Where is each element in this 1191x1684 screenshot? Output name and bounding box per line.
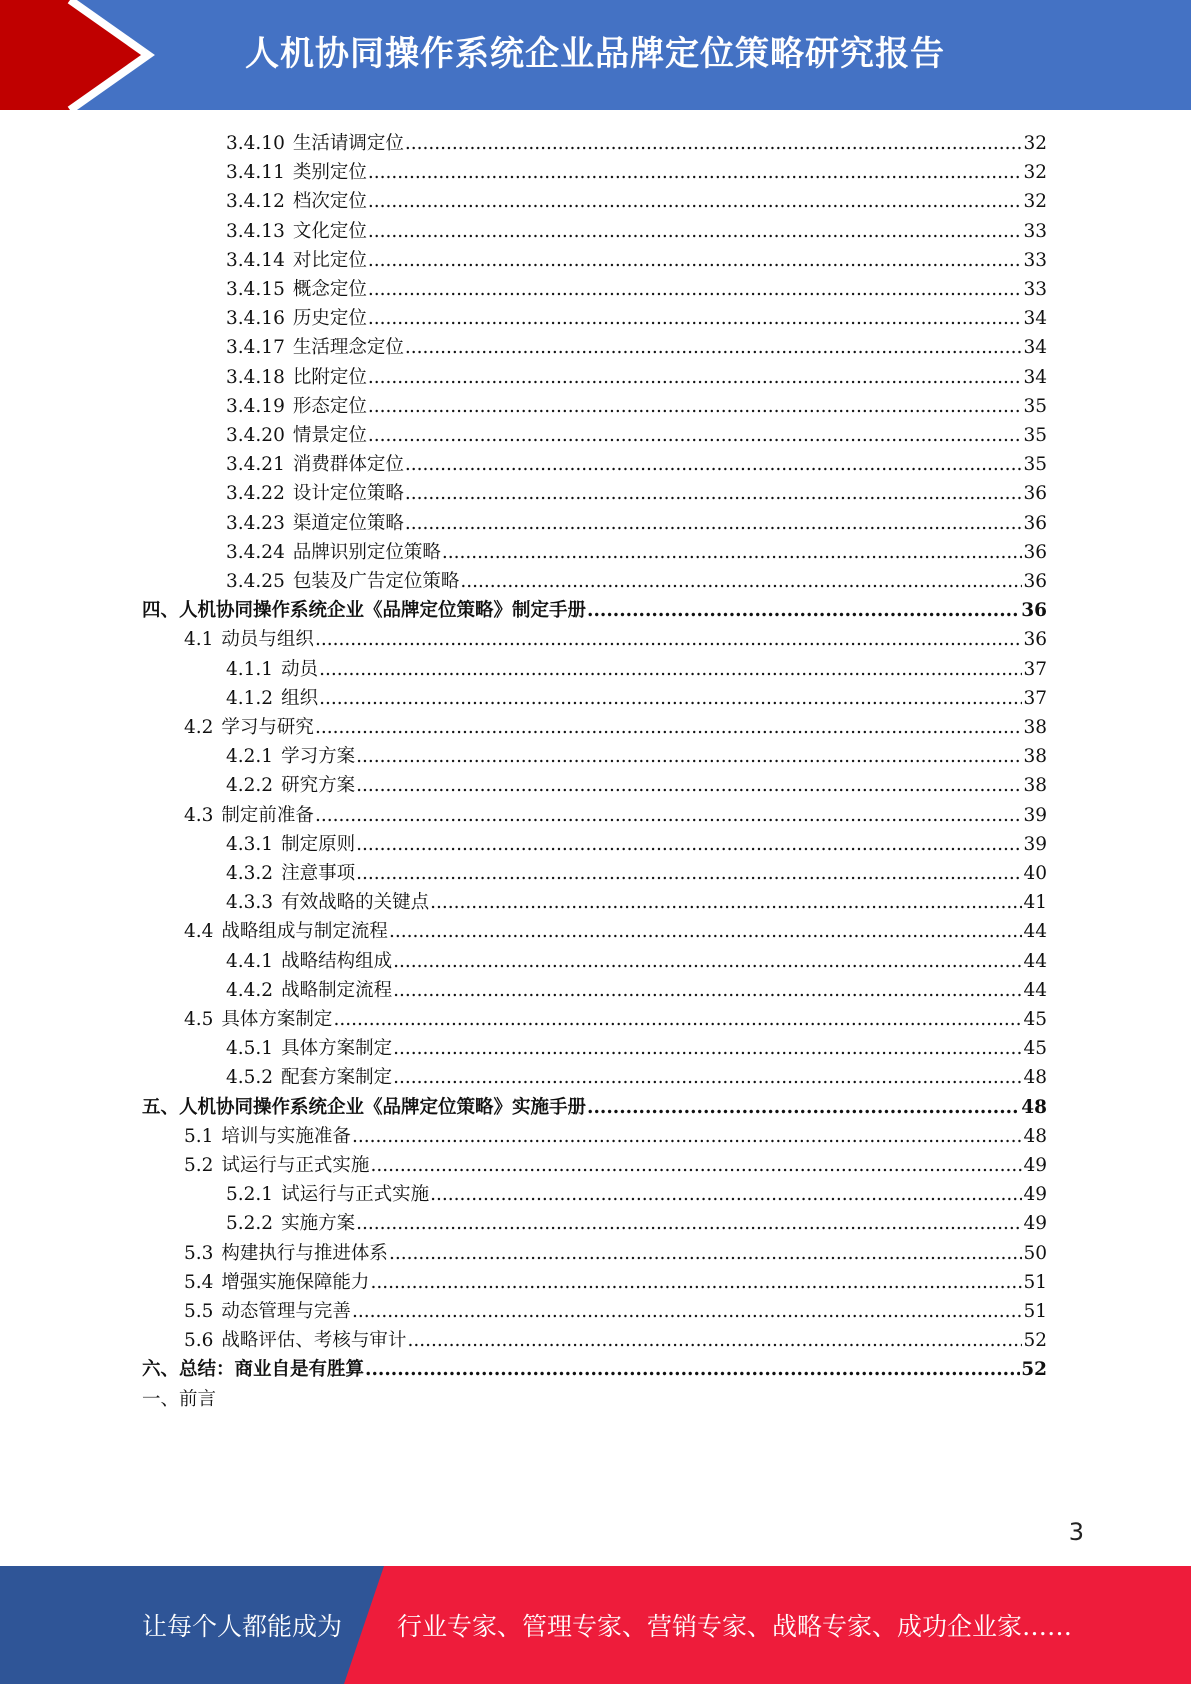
toc-entry-title: 对比定位 [292, 249, 367, 271]
toc-entry-number: 3.4.13 [226, 220, 285, 242]
toc-entry-page: 51 [1023, 1271, 1047, 1293]
toc-entry-page: 37 [1023, 658, 1047, 680]
toc-entry-title: 战略结构组成 [281, 950, 393, 972]
toc-entry[interactable] [226, 332, 1047, 363]
toc-entry-title: 比附定位 [292, 366, 367, 388]
toc-entry[interactable] [184, 1004, 1047, 1035]
toc-entry-number: 4.3.2 [226, 863, 274, 884]
toc-entry[interactable] [184, 1267, 1047, 1298]
toc-entry-title: 战略制定流程 [281, 979, 393, 1001]
toc-entry[interactable] [226, 537, 1047, 568]
toc-entry-page: 44 [1023, 979, 1047, 1001]
toc-entry-page: 45 [1023, 1009, 1047, 1030]
toc-entry[interactable] [226, 858, 1047, 889]
toc-entry[interactable] [226, 683, 1047, 714]
toc-entry-title: 制定原则 [281, 833, 356, 855]
toc-entry[interactable] [226, 216, 1047, 247]
toc-entry-page: 32 [1023, 191, 1047, 213]
toc-dot-leader [365, 1354, 1020, 1385]
toc-entry-title: 学习方案 [281, 746, 356, 768]
toc-entry[interactable] [226, 770, 1047, 801]
toc-entry-page: 49 [1023, 1155, 1047, 1176]
toc-entry-page: 36 [1021, 600, 1047, 622]
toc-entry-title: 试运行与正式实施 [221, 1155, 370, 1176]
toc-dot-leader [352, 1296, 1023, 1327]
toc-entry-title: 具体方案制定 [281, 1038, 393, 1060]
toc-entry-page: 33 [1023, 220, 1047, 242]
toc-entry-page: 44 [1023, 921, 1047, 943]
toc-entry[interactable] [184, 624, 1047, 655]
toc-entry-title: 动态管理与完善 [221, 1301, 351, 1322]
toc-entry[interactable] [184, 712, 1047, 743]
toc-entry-number: 4.4.2 [226, 979, 274, 1001]
toc-entry-title: 档次定位 [292, 191, 367, 213]
toc-entry-title: 四、人机协同操作系统企业《品牌定位策略》制定手册 [142, 600, 587, 622]
toc-entry-number: 5.1 [184, 1125, 214, 1147]
toc-entry-title: 包装及广告定位策略 [292, 571, 460, 592]
toc-entry-number: 5.2 [184, 1155, 214, 1176]
toc-dot-leader [333, 1004, 1022, 1035]
toc-dot-leader [405, 449, 1023, 480]
toc-entry[interactable] [184, 1238, 1047, 1269]
toc-entry-title: 构建执行与推进体系 [221, 1242, 388, 1264]
toc-entry-number: 3.4.18 [226, 366, 285, 388]
toc-entry[interactable] [226, 449, 1047, 480]
toc-entry[interactable] [184, 1296, 1047, 1327]
toc-entry-page: 52 [1021, 1359, 1047, 1381]
toc-entry-page: 39 [1023, 833, 1047, 855]
toc-entry-page: 36 [1023, 629, 1047, 651]
toc-dot-leader [368, 420, 1023, 451]
toc-entry-title: 组织 [281, 687, 319, 709]
toc-entry-number: 4.2.1 [226, 746, 274, 768]
toc-dot-leader [368, 157, 1023, 188]
toc-entry-title: 情景定位 [292, 425, 367, 446]
toc-entry-title: 消费群体定位 [292, 454, 404, 476]
toc-entry-title: 配套方案制定 [281, 1067, 393, 1089]
toc-dot-leader [370, 1150, 1022, 1181]
toc-entry[interactable] [226, 1179, 1047, 1210]
toc-entry-title: 研究方案 [281, 775, 356, 797]
toc-entry-number: 3.4.21 [226, 454, 285, 476]
toc-dot-leader [356, 770, 1022, 801]
toc-entry-page: 35 [1023, 454, 1047, 476]
toc-entry-title: 六、总结：商业自是有胜算 [142, 1359, 365, 1381]
toc-entry-title: 动员 [281, 658, 319, 680]
toc-entry-title: 有效战略的关键点 [281, 892, 430, 914]
section-heading-preface: 一、前言 [142, 1388, 217, 1410]
toc-entry-number: 5.4 [184, 1271, 214, 1293]
toc-dot-leader [393, 975, 1022, 1006]
toc-entry-title: 类别定位 [292, 162, 367, 184]
toc-entry-number: 3.4.14 [226, 249, 285, 271]
toc-entry-page: 36 [1023, 483, 1047, 505]
toc-entry-page: 41 [1023, 892, 1047, 914]
toc-entry-title: 试运行与正式实施 [281, 1184, 430, 1206]
toc-entry-page: 48 [1023, 1067, 1047, 1089]
document-title: 人机协同操作系统企业品牌定位策略研究报告 [245, 34, 945, 74]
footer-banner [0, 1566, 1191, 1684]
toc-entry[interactable] [226, 946, 1047, 977]
toc-entry[interactable] [142, 1354, 1047, 1385]
toc-entry[interactable] [226, 887, 1047, 918]
toc-dot-leader [389, 916, 1023, 947]
toc-entry-number: 3.4.20 [226, 425, 285, 446]
toc-entry[interactable] [226, 478, 1047, 509]
toc-entry-page: 44 [1023, 950, 1047, 972]
toc-entry-number: 3.4.24 [226, 541, 285, 563]
toc-entry-title: 战略评估、考核与审计 [221, 1330, 407, 1352]
toc-entry[interactable] [226, 508, 1047, 539]
toc-dot-leader [368, 391, 1023, 422]
toc-dot-leader [393, 1033, 1022, 1064]
toc-dot-leader [405, 128, 1023, 159]
toc-entry-page: 32 [1023, 133, 1047, 154]
toc-entry-page: 33 [1023, 279, 1047, 300]
toc-dot-leader [352, 1121, 1023, 1152]
toc-entry-number: 3.4.12 [226, 191, 285, 213]
toc-entry[interactable] [226, 654, 1047, 685]
toc-dot-leader [368, 245, 1023, 276]
toc-entry-page: 37 [1023, 687, 1047, 709]
toc-entry-number: 5.3 [184, 1242, 214, 1264]
toc-entry-title: 增强实施保障能力 [221, 1271, 370, 1293]
toc-entry-title: 历史定位 [292, 308, 367, 330]
toc-entry[interactable] [184, 1325, 1047, 1356]
toc-entry-title: 渠道定位策略 [292, 512, 404, 534]
header-banner [0, 0, 1191, 110]
toc-entry[interactable] [226, 975, 1047, 1006]
toc-entry-number: 5.2.2 [226, 1213, 274, 1235]
toc-entry-number: 5.6 [184, 1330, 214, 1352]
toc-entry[interactable] [142, 1092, 1047, 1123]
toc-entry-page: 40 [1023, 863, 1047, 884]
toc-entry[interactable] [184, 1150, 1047, 1181]
toc-entry[interactable] [226, 391, 1047, 422]
toc-entry-number: 3.4.16 [226, 308, 285, 330]
toc-entry[interactable] [226, 741, 1047, 772]
toc-dot-leader [368, 303, 1023, 334]
toc-entry-title: 生活理念定位 [292, 337, 404, 359]
toc-entry-title: 注意事项 [281, 863, 356, 884]
toc-entry[interactable] [226, 362, 1047, 393]
toc-entry-number: 4.5 [184, 1009, 214, 1030]
toc-entry-number: 4.2 [184, 717, 214, 738]
toc-entry[interactable] [226, 420, 1047, 451]
toc-entry-number: 4.1.2 [226, 687, 274, 709]
toc-entry-title: 设计定位策略 [292, 483, 404, 505]
toc-dot-leader [356, 741, 1022, 772]
toc-entry-title: 文化定位 [292, 220, 367, 242]
toc-entry[interactable] [226, 157, 1047, 188]
toc-entry[interactable] [226, 1062, 1047, 1093]
toc-entry-page: 32 [1023, 162, 1047, 184]
toc-entry-page: 38 [1023, 746, 1047, 768]
toc-entry-title: 制定前准备 [221, 804, 314, 826]
toc-entry-number: 4.3 [184, 804, 214, 826]
toc-entry-number: 3.4.11 [226, 162, 285, 184]
toc-entry-title: 具体方案制定 [221, 1009, 333, 1030]
toc-entry-number: 3.4.19 [226, 395, 285, 417]
toc-entry-page: 52 [1023, 1330, 1047, 1352]
toc-dot-leader [393, 946, 1022, 977]
footer-slogan-right: 行业专家、管理专家、营销专家、战略专家、成功企业家…… [397, 1612, 1073, 1641]
footer-slogan-left: 让每个人都能成为 [142, 1612, 343, 1641]
toc-entry-page: 34 [1023, 337, 1047, 359]
toc-entry-page: 48 [1021, 1096, 1047, 1118]
toc-entry[interactable] [226, 303, 1047, 334]
toc-entry-number: 4.1 [184, 629, 214, 651]
toc-entry[interactable] [226, 566, 1047, 597]
toc-dot-leader [405, 478, 1023, 509]
toc-entry-number: 3.4.15 [226, 279, 285, 300]
toc-dot-leader [356, 1208, 1022, 1239]
toc-entry-number: 4.4 [184, 921, 214, 943]
toc-entry-page: 38 [1023, 717, 1047, 738]
toc-dot-leader [315, 800, 1023, 831]
toc-entry-number: 3.4.17 [226, 337, 285, 359]
toc-dot-leader [405, 508, 1023, 539]
toc-dot-leader [430, 1179, 1022, 1210]
toc-entry[interactable] [142, 595, 1047, 626]
toc-entry-title: 学习与研究 [221, 717, 314, 738]
toc-dot-leader [389, 1238, 1023, 1269]
toc-entry[interactable] [226, 274, 1047, 305]
toc-entry-page: 38 [1023, 775, 1047, 797]
page-number: 3 [1068, 1518, 1084, 1546]
toc-entry-number: 4.3.1 [226, 833, 274, 855]
toc-entry-number: 4.5.2 [226, 1067, 274, 1089]
toc-entry-page: 48 [1023, 1125, 1047, 1147]
toc-entry-number: 4.4.1 [226, 950, 274, 972]
toc-dot-leader [356, 829, 1022, 860]
toc-entry[interactable] [184, 800, 1047, 831]
toc-dot-leader [460, 566, 1022, 597]
toc-entry-title: 实施方案 [281, 1213, 356, 1235]
toc-dot-leader [368, 186, 1023, 217]
toc-dot-leader [368, 216, 1023, 247]
toc-entry-title: 生活请调定位 [292, 133, 404, 154]
toc-dot-leader [442, 537, 1023, 568]
toc-entry-number: 5.5 [184, 1301, 214, 1322]
toc-entry-page: 35 [1023, 425, 1047, 446]
toc-entry-page: 34 [1023, 366, 1047, 388]
toc-entry-page: 34 [1023, 308, 1047, 330]
toc-entry-page: 35 [1023, 395, 1047, 417]
toc-dot-leader [368, 274, 1023, 305]
toc-entry-title: 五、人机协同操作系统企业《品牌定位策略》实施手册 [142, 1096, 587, 1118]
toc-entry-title: 形态定位 [292, 395, 367, 417]
toc-entry-number: 5.2.1 [226, 1184, 274, 1206]
toc-entry-number: 3.4.23 [226, 512, 285, 534]
toc-dot-leader [368, 362, 1023, 393]
toc-entry[interactable] [226, 1208, 1047, 1239]
toc-entry-page: 51 [1023, 1301, 1047, 1322]
toc-entry[interactable] [226, 245, 1047, 276]
toc-dot-leader [393, 1062, 1022, 1093]
toc-dot-leader [587, 595, 1020, 626]
toc-entry-number: 3.4.22 [226, 483, 285, 505]
toc-dot-leader [407, 1325, 1022, 1356]
toc-entry-page: 49 [1023, 1213, 1047, 1235]
toc-entry-number: 4.5.1 [226, 1038, 274, 1060]
toc-dot-leader [370, 1267, 1022, 1298]
toc-entry[interactable] [226, 128, 1047, 159]
toc-entry-title: 概念定位 [292, 279, 367, 300]
toc-entry-page: 49 [1023, 1184, 1047, 1206]
toc-entry[interactable] [226, 186, 1047, 217]
toc-dot-leader [315, 624, 1023, 655]
toc-entry-page: 50 [1023, 1242, 1047, 1264]
toc-entry-number: 3.4.10 [226, 133, 285, 154]
toc-dot-leader [430, 887, 1022, 918]
toc-entry-number: 3.4.25 [226, 571, 285, 592]
toc-entry[interactable] [226, 1033, 1047, 1064]
toc-dot-leader [405, 332, 1023, 363]
toc-dot-leader [587, 1092, 1020, 1123]
toc-entry-title: 动员与组织 [221, 629, 314, 651]
toc-entry-title: 战略组成与制定流程 [221, 921, 388, 943]
toc-entry-number: 4.1.1 [226, 658, 274, 680]
toc-entry[interactable] [226, 829, 1047, 860]
toc-entry-title: 品牌识别定位策略 [292, 541, 441, 563]
toc-entry-page: 45 [1023, 1038, 1047, 1060]
toc-dot-leader [356, 858, 1022, 889]
toc-entry-number: 4.3.3 [226, 892, 274, 914]
toc-entry-page: 33 [1023, 249, 1047, 271]
toc-dot-leader [319, 683, 1022, 714]
toc-entry-page: 36 [1023, 571, 1047, 592]
toc-entry-page: 36 [1023, 541, 1047, 563]
toc-entry[interactable] [184, 916, 1047, 947]
toc-entry-title: 培训与实施准备 [221, 1125, 351, 1147]
toc-entry-number: 4.2.2 [226, 775, 274, 797]
toc-entry-page: 36 [1023, 512, 1047, 534]
toc-entry-page: 39 [1023, 804, 1047, 826]
toc-dot-leader [315, 712, 1023, 743]
toc-dot-leader [319, 654, 1022, 685]
toc-entry[interactable] [184, 1121, 1047, 1152]
